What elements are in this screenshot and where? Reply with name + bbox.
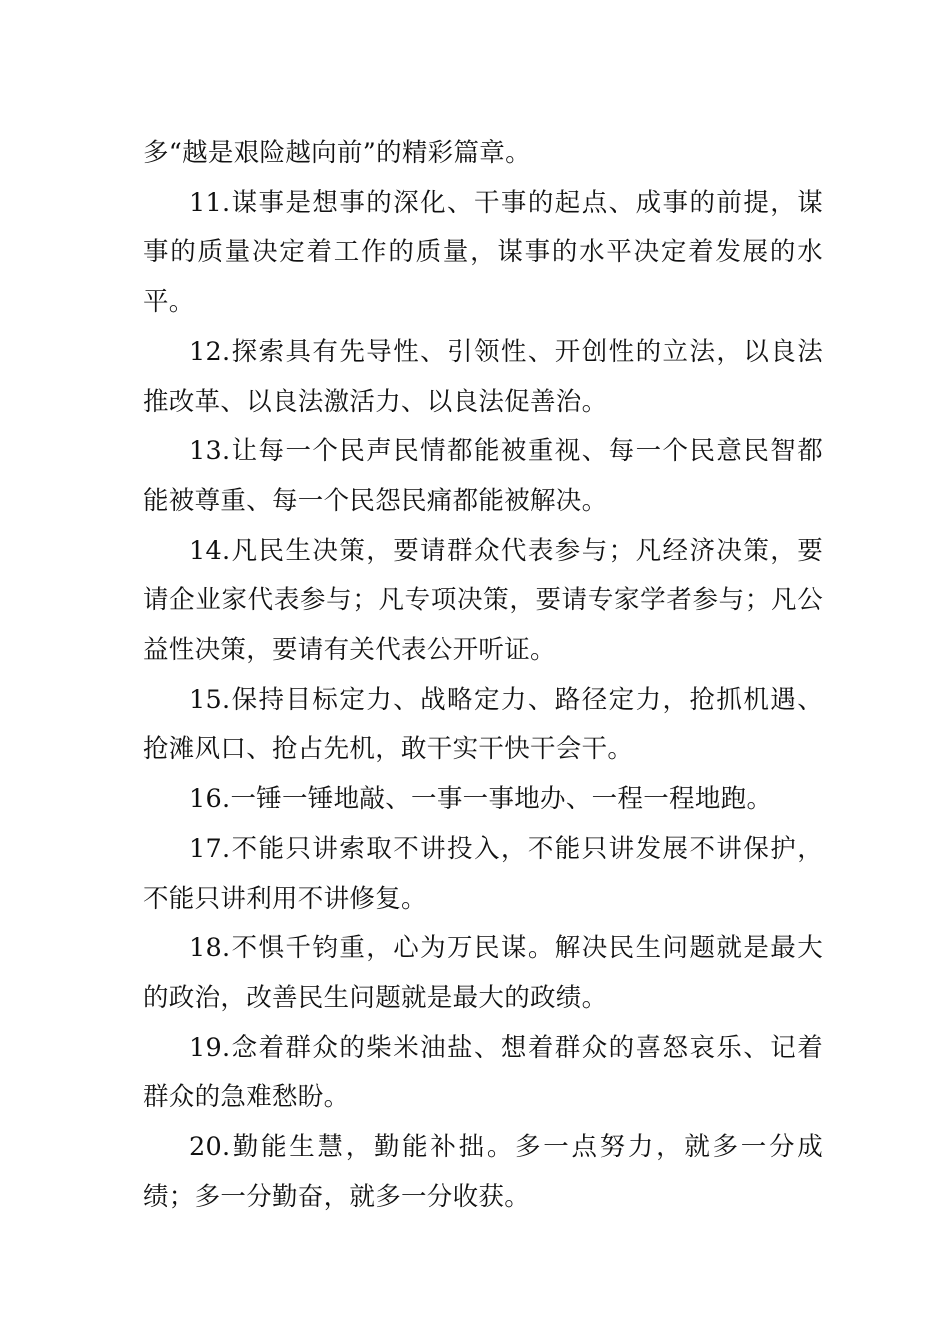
paragraph-item-19: 19.念着群众的柴米油盐、想着群众的喜怒哀乐、记着群众的急难愁盼。 [143,1032,823,1113]
paragraph-item-17: 17.不能只讲索取不讲投入，不能只讲发展不讲保护，不能只讲利用不讲修复。 [143,833,823,914]
paragraph-item-12: 12.探索具有先导性、引领性、开创性的立法，以良法推改革、以良法激活力、以良法促善治。 [143,336,823,417]
paragraph-item-20: 20.勤能生慧，勤能补拙。多一点努力，就多一分成绩；多一分勤奋，就多一分收获。 [143,1132,823,1212]
paragraph-continuation: 多“越是艰险越向前”的精彩篇章。 [143,138,531,168]
paragraph-item-13: 13.让每一个民声民情都能被重视、每一个民意民智都能被尊重、每一个民怨民痛都能被解决。 [143,436,823,516]
paragraph-item-11: 11.谋事是想事的深化、干事的起点、成事的前提，谋事的质量决定着工作的质量，谋事的水平决定着发展的水平。 [143,187,823,318]
paragraph-item-14: 14.凡民生决策，要请群众代表参与；凡经济决策，要请企业家代表参与；凡专项决策，要请专家学者参与；凡公益性决策，要请有关代表公开听证。 [143,535,823,666]
paragraph-item-15: 15.保持目标定力、战略定力、路径定力，抢抓机遇、抢滩风口、抢占先机，敢干实干快干会干。 [143,684,823,765]
paragraph-item-16: 16.一锤一锤地敲、一事一事地办、一程一程地跑。 [189,784,773,815]
document-body [143,129,823,1222]
paragraph-item-18: 18.不惧千钧重，心为万民谋。解决民生问题就是最大的政治，改善民生问题就是最大的政绩。 [143,933,823,1013]
